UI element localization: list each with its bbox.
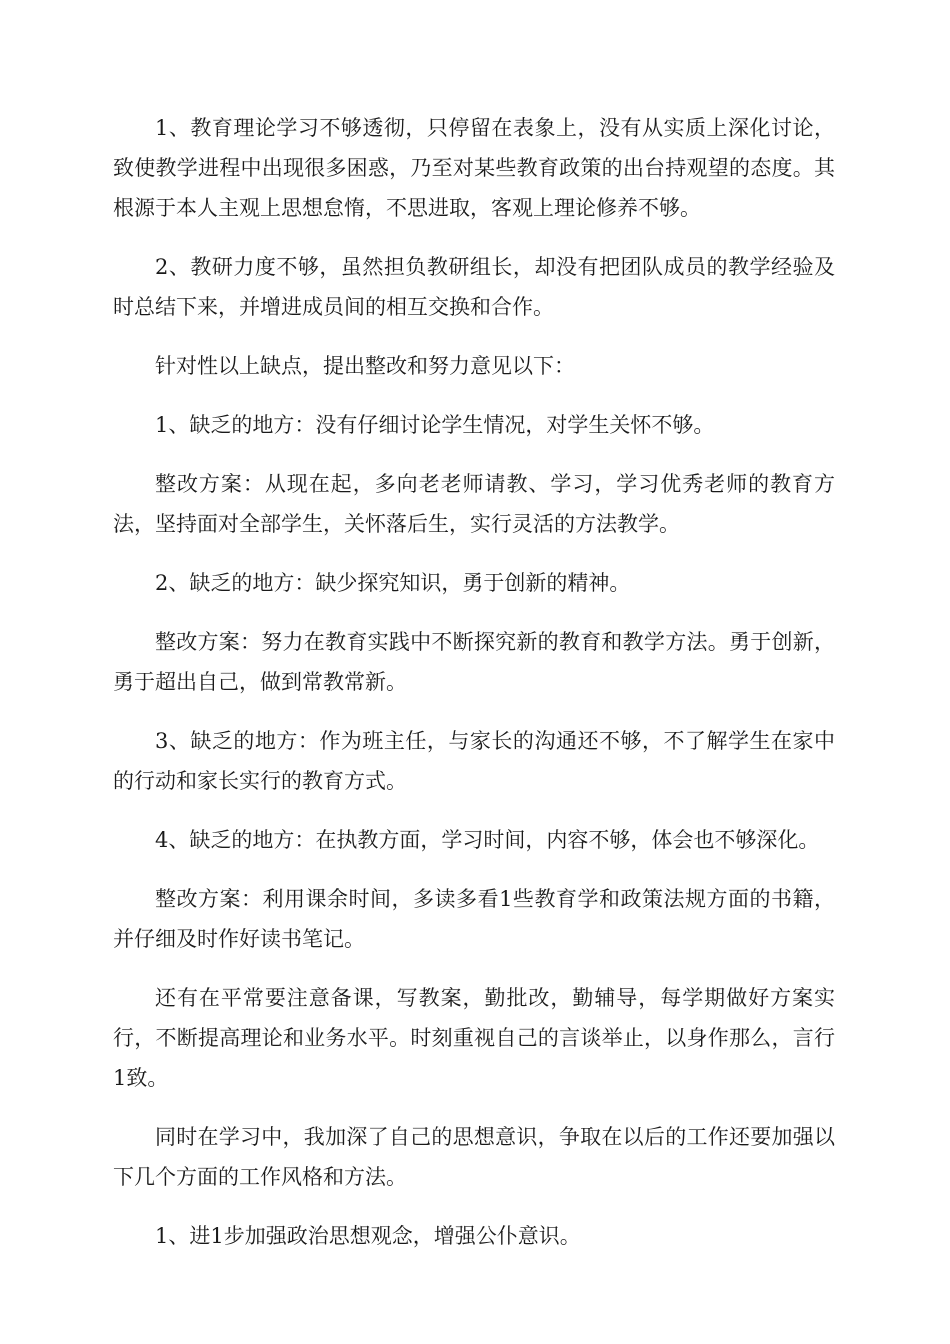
paragraph-3: 针对性以上缺点，提出整改和努力意见以下：: [155, 354, 575, 378]
paragraph-11: 还有在平常要注意备课，写教案，勤批改，勤辅导，每学期做好方案实行，不断提高理论和业务水平。时刻重视自己的言谈举止，以身作那么，言行1致。: [113, 986, 835, 1090]
paragraph-4: 1、缺乏的地方：没有仔细讨论学生情况，对学生关怀不够。: [155, 413, 715, 437]
paragraph-9: 4、缺乏的地方：在执教方面，学习时间，内容不够，体会也不够深化。: [155, 828, 820, 852]
paragraph-6: 2、缺乏的地方：缺少探究知识，勇于创新的精神。: [155, 571, 631, 595]
paragraph-1: 1、教育理论学习不够透彻，只停留在表象上，没有从实质上深化讨论，致使教学进程中出现很多困惑，乃至对某些教育政策的出台持观望的态度。其根源于本人主观上思想怠惰，不思进取，客观上理论修养不够。: [113, 116, 835, 220]
paragraph-7: 整改方案：努力在教育实践中不断探究新的教育和教学方法。勇于创新，勇于超出自己，做到常教常新。: [113, 630, 835, 694]
document-body: [113, 108, 835, 1275]
paragraph-10: 整改方案：利用课余时间，多读多看1些教育学和政策法规方面的书籍，并仔细及时作好读书笔记。: [113, 887, 835, 951]
paragraph-2: 2、教研力度不够，虽然担负教研组长，却没有把团队成员的教学经验及时总结下来，并增进成员间的相互交换和合作。: [113, 255, 835, 319]
paragraph-8: 3、缺乏的地方：作为班主任，与家长的沟通还不够，不了解学生在家中的行动和家长实行的教育方式。: [113, 729, 835, 793]
paragraph-13: 1、进1步加强政治思想观念，增强公仆意识。: [155, 1224, 581, 1248]
paragraph-12: 同时在学习中，我加深了自己的思想意识，争取在以后的工作还要加强以下几个方面的工作风格和方法。: [113, 1125, 835, 1189]
paragraph-5: 整改方案：从现在起，多向老老师请教、学习，学习优秀老师的教育方法，坚持面对全部学生，关怀落后生，实行灵活的方法教学。: [113, 472, 835, 536]
